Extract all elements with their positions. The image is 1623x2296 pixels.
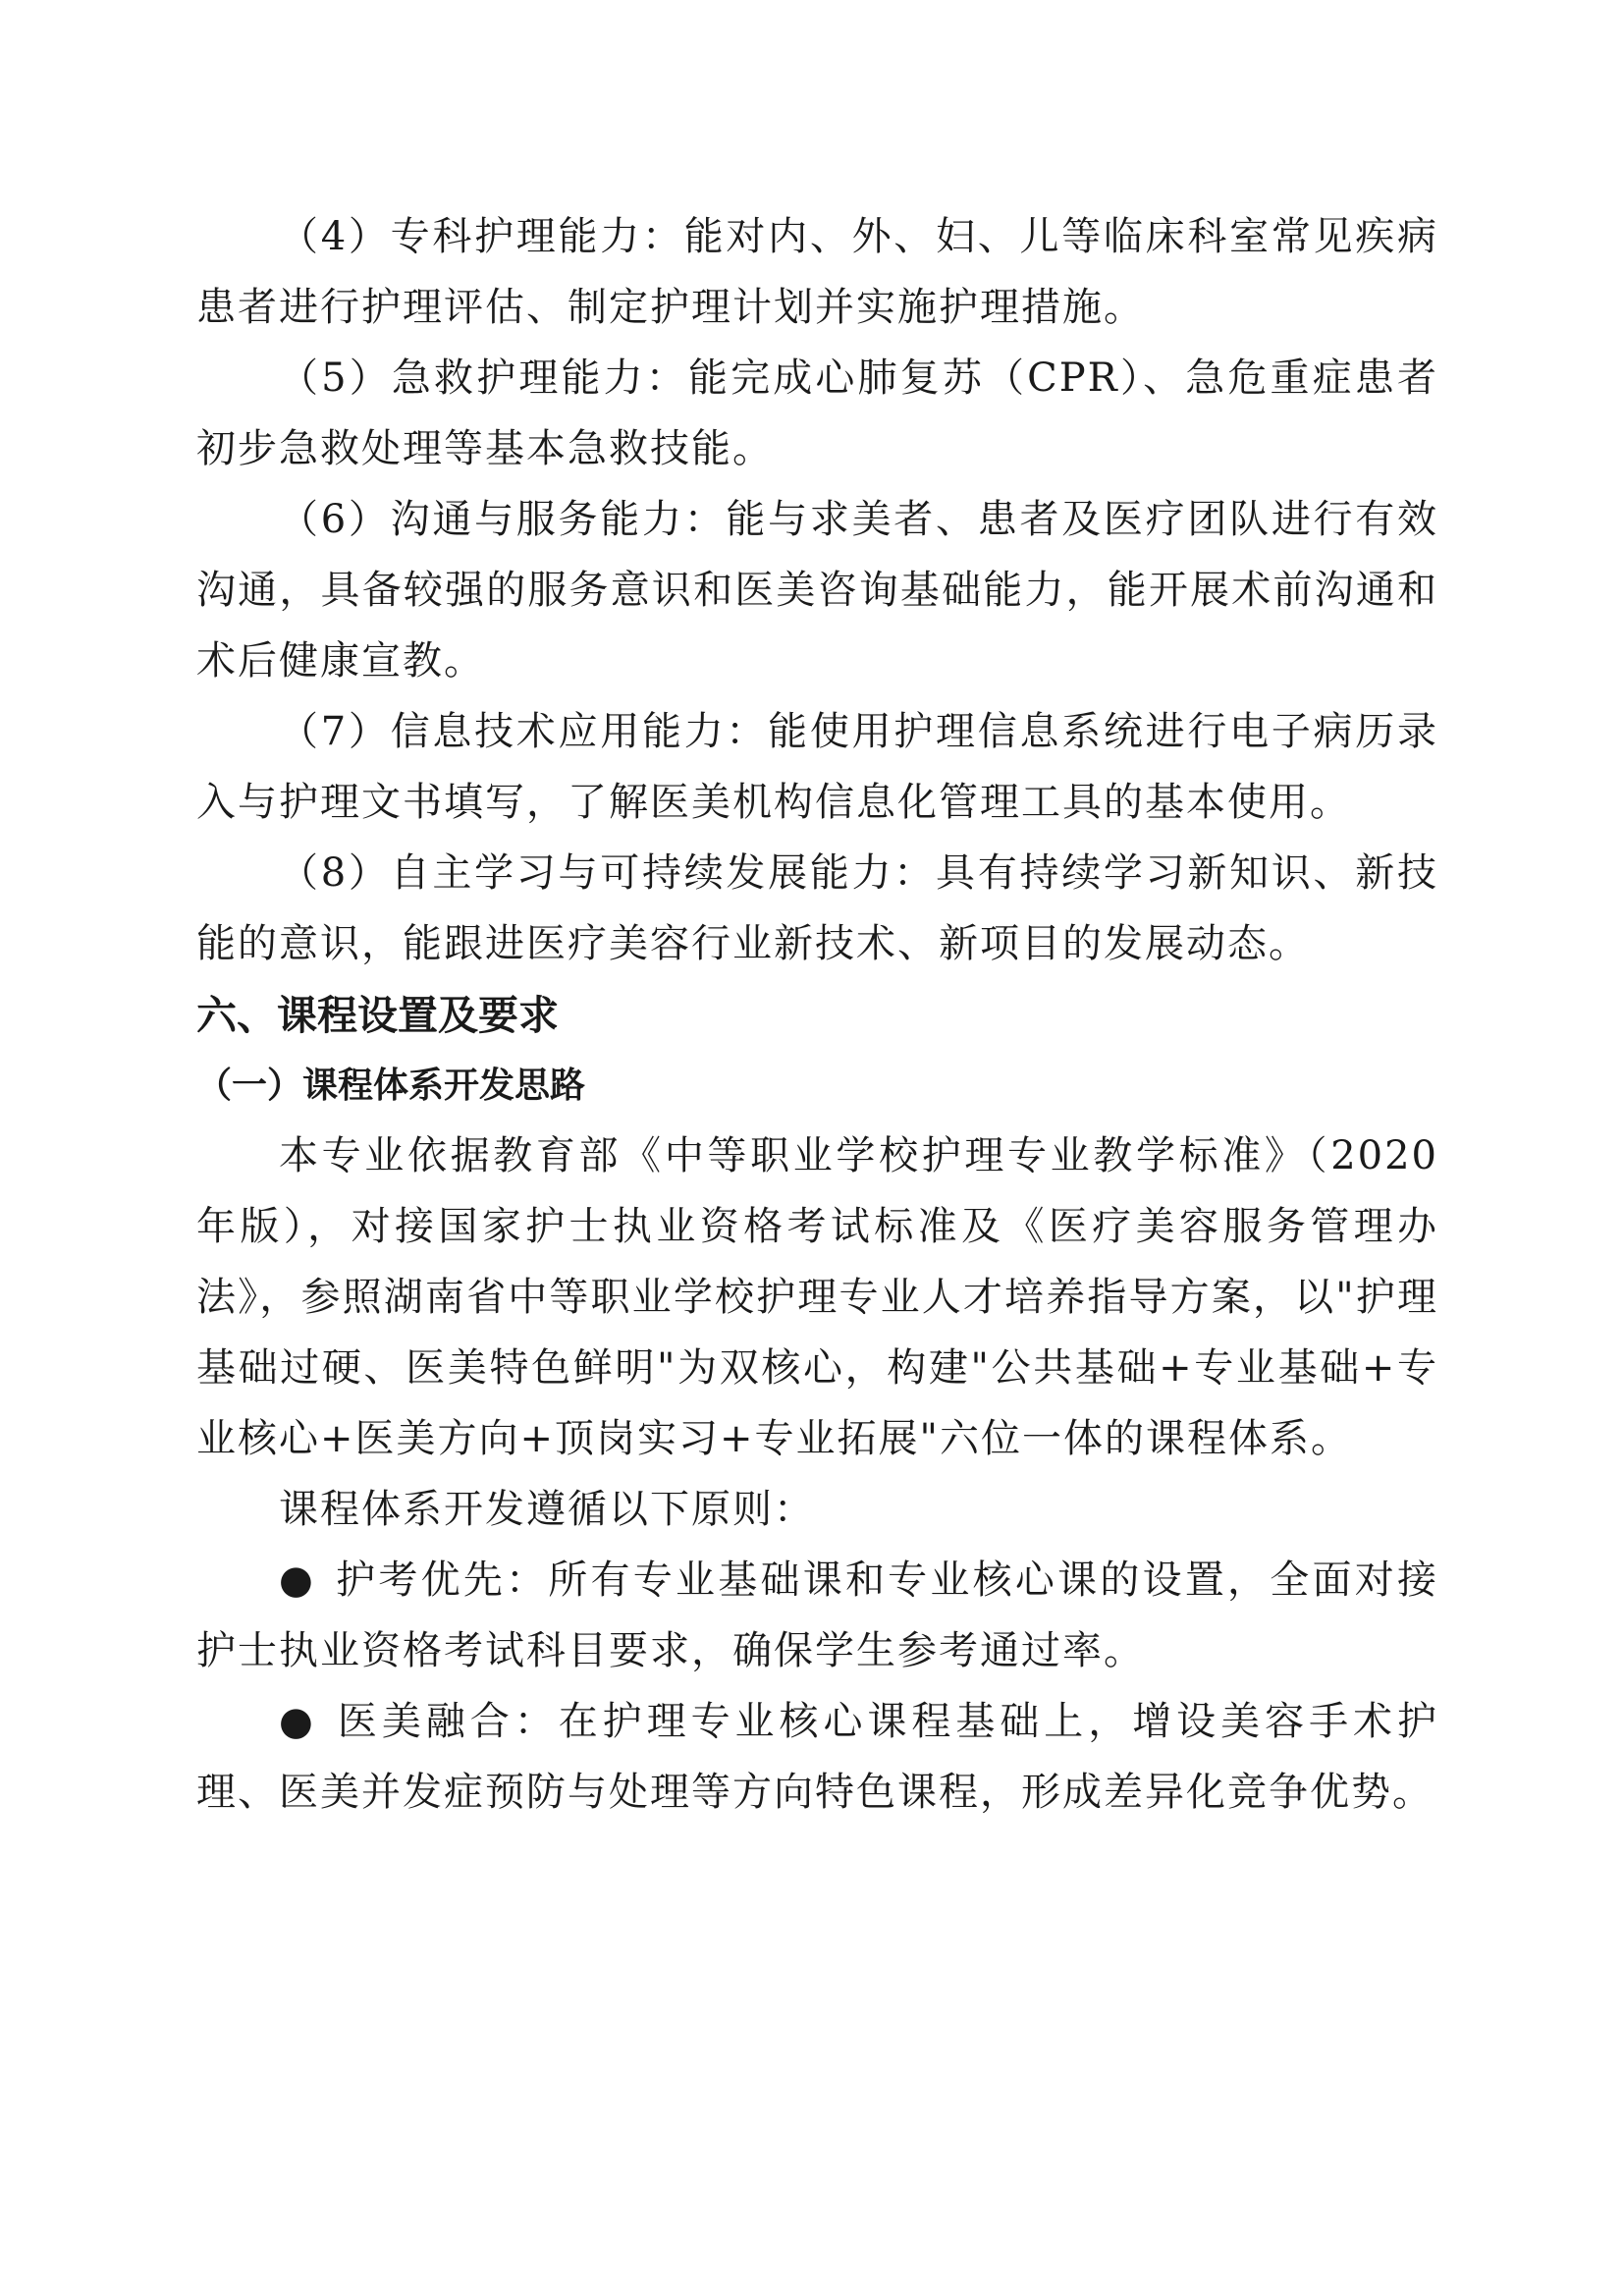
- subsection-heading: （一）课程体系开发思路: [196, 1066, 586, 1106]
- principle-bullet-1: [196, 1545, 1438, 1686]
- ability-paragraph-6: （6）沟通与服务能力：能与求美者、患者及医疗团队进行有效沟通，具备较强的服务意识和医美咨询基础能力，能开展术前沟通和术后健康宣教。: [196, 497, 1438, 683]
- ability-paragraph-7: （7）信息技术应用能力：能使用护理信息系统进行电子病历录入与护理文书填写，了解医美机构信息化管理工具的基本使用。: [196, 709, 1438, 825]
- section-heading: 六、课程设置及要求: [196, 992, 559, 1039]
- principle-bullet-2: [196, 1686, 1438, 1828]
- principle-text-2: 医美融合：在护理专业核心课程基础上，增设美容手术护理、医美并发症预防与处理等方向特色课程，形成差异化竞争优势。: [196, 1699, 1439, 1815]
- ability-paragraph-8: （8）自主学习与可持续发展能力：具有持续学习新知识、新技能的意识，能跟进医疗美容行业新技术、新项目的发展动态。: [196, 850, 1438, 966]
- ability-paragraph-5: （5）急救护理能力：能完成心肺复苏（CPR）、急危重症患者初步急救处理等基本急救技能。: [196, 355, 1438, 471]
- principles-lead: 课程体系开发遵循以下原则：: [279, 1487, 815, 1532]
- bullet-dot-icon: ●: [279, 1558, 317, 1603]
- ability-paragraph-4: （4）专科护理能力：能对内、外、妇、儿等临床科室常见疾病患者进行护理评估、制定护理计划并实施护理措施。: [196, 214, 1438, 330]
- bullet-dot-icon: ●: [279, 1699, 318, 1744]
- page-content: [196, 201, 1438, 1828]
- intro-paragraph: 本专业依据教育部《中等职业学校护理专业教学标准》（2020 年版），对接国家护士执业资格考试标准及《医疗美容服务管理办法》，参照湖南省中等职业学校护理专业人才培养指导方案，以"护理基础过硬、医美特色鲜明"为双核心，构建"公共基础+专业基础+专业核心+医美方向+顶岗实习+专业拓展"六位一体的课程体系。: [196, 1133, 1438, 1461]
- principle-text-1: 护考优先：所有专业基础课和专业核心课的设置，全面对接护士执业资格考试科目要求，确保学生参考通过率。: [196, 1558, 1438, 1673]
